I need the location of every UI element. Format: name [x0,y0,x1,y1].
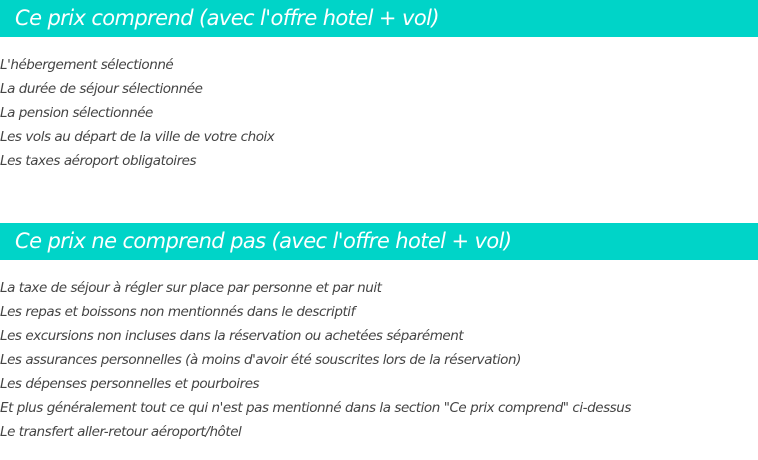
included-item: L'hébergement sélectionné [0,57,174,73]
excluded-section-title: Ce prix ne comprend pas (avec l'offre hotel + vol) [0,223,758,260]
included-item: Les taxes aéroport obligatoires [0,153,197,169]
included-item: Les vols au départ de la ville de votre choix [0,129,275,145]
excluded-item: La taxe de séjour à régler sur place par personne et par nuit [0,280,382,296]
excluded-item: Les assurances personnelles (à moins d'avoir été souscrites lors de la réservation) [0,352,521,368]
included-item: La durée de séjour sélectionnée [0,81,203,97]
excluded-items-list [0,276,631,444]
included-item: La pension sélectionnée [0,105,153,121]
included-section-title: Ce prix comprend (avec l'offre hotel + vol) [0,0,758,37]
excluded-item: Les excursions non incluses dans la réservation ou achetées séparément [0,328,464,344]
excluded-item: Et plus généralement tout ce qui n'est pas mentionné dans la section "Ce prix comprend" ci-dessus [0,400,631,416]
excluded-item: Les dépenses personnelles et pourboires [0,376,260,392]
included-items-list [0,53,274,173]
excluded-item: Le transfert aller-retour aéroport/hôtel [0,424,242,440]
excluded-item: Les repas et boissons non mentionnés dans le descriptif [0,304,355,320]
